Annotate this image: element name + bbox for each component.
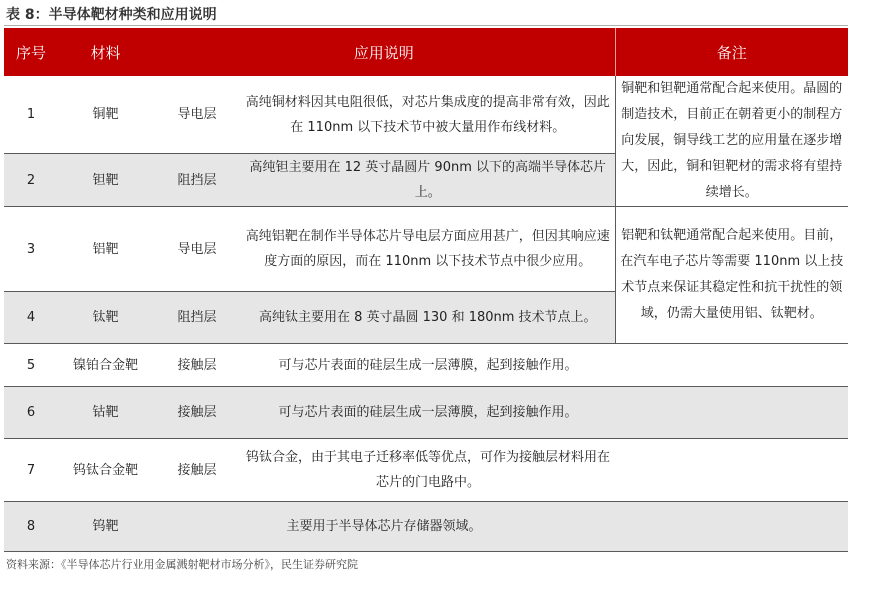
row-layer: 阻挡层: [153, 154, 241, 207]
table-row: [4, 207, 848, 292]
row-layer: 接触层: [153, 387, 241, 439]
row-layer: 导电层: [153, 76, 241, 154]
row-note-empty: [615, 344, 848, 387]
table-title: 表 8：半导体靶材种类和应用说明: [6, 7, 217, 23]
row-description: 钨钛合金，由于其电子迁移率低等优点，可作为接触层材料用在芯片的门电路中。: [241, 439, 615, 502]
row-note-empty: [615, 502, 848, 552]
row-layer: 阻挡层: [153, 292, 241, 344]
row-material: 钽靶: [58, 154, 153, 207]
row-index: 4: [4, 292, 58, 344]
row-description: 高纯铜材料因其电阻很低，对芯片集成度的提高非常有效，因此在 110nm 以下技术节中被大量用作布线材料。: [241, 76, 615, 154]
table-row: [4, 76, 848, 154]
row-description: 高纯钛主要用在 8 英寸晶圆 130 和 180nm 技术节点上。: [241, 292, 615, 344]
note-aluminum-titanium: 铝靶和钛靶通常配合起来使用。目前，在汽车电子芯片等需要 110nm 以上技术节点来保证其稳定性和抗干扰性的领域，仍需大量使用铝、钛靶材。: [615, 207, 848, 344]
row-index: 7: [4, 439, 58, 502]
row-index: 2: [4, 154, 58, 207]
title-divider: [4, 25, 848, 26]
row-layer: 导电层: [153, 207, 241, 292]
row-index: 1: [4, 76, 58, 154]
header-material: 材料: [58, 28, 153, 76]
table-row: [4, 387, 848, 439]
note-copper-tantalum: 铜靶和钽靶通常配合起来使用。晶圆的制造技术，目前正在朝着更小的制程方向发展，铜导线工艺的应用量在逐步增大，因此，铜和钽靶材的需求将有望持续增长。: [615, 76, 848, 207]
targets-table: [4, 28, 848, 552]
row-index: 5: [4, 344, 58, 387]
row-material: 镍铂合金靶: [58, 344, 153, 387]
header-note: 备注: [615, 28, 848, 76]
row-material: 钨钛合金靶: [58, 439, 153, 502]
table-row: [4, 344, 848, 387]
row-description: 主要用于半导体芯片存储器领域。: [153, 502, 615, 552]
row-material: 铝靶: [58, 207, 153, 292]
row-description: 可与芯片表面的硅层生成一层薄膜，起到接触作用。: [241, 387, 615, 439]
table-row: [4, 439, 848, 502]
row-description: 高纯钽主要用在 12 英寸晶圆片 90nm 以下的高端半导体芯片上。: [241, 154, 615, 207]
header-index: 序号: [4, 28, 58, 76]
row-index: 8: [4, 502, 58, 552]
row-index: 3: [4, 207, 58, 292]
table-row: [4, 502, 848, 552]
row-material: 钴靶: [58, 387, 153, 439]
header-application: 应用说明: [153, 28, 615, 76]
row-description: 可与芯片表面的硅层生成一层薄膜，起到接触作用。: [241, 344, 615, 387]
row-material: 钨靶: [58, 502, 153, 552]
row-material: 钛靶: [58, 292, 153, 344]
row-layer: 接触层: [153, 344, 241, 387]
row-index: 6: [4, 387, 58, 439]
row-description: 高纯铝靶在制作半导体芯片导电层方面应用甚广，但因其响应速度方面的原因，而在 110nm 以下技术节点中很少应用。: [241, 207, 615, 292]
source-note: 资料来源：《半导体芯片行业用金属溅射靶材市场分析》，民生证券研究院: [6, 558, 358, 571]
table-header-row: [4, 28, 848, 76]
row-layer: 接触层: [153, 439, 241, 502]
row-note-empty: [615, 439, 848, 502]
row-note-empty: [615, 387, 848, 439]
row-material: 铜靶: [58, 76, 153, 154]
